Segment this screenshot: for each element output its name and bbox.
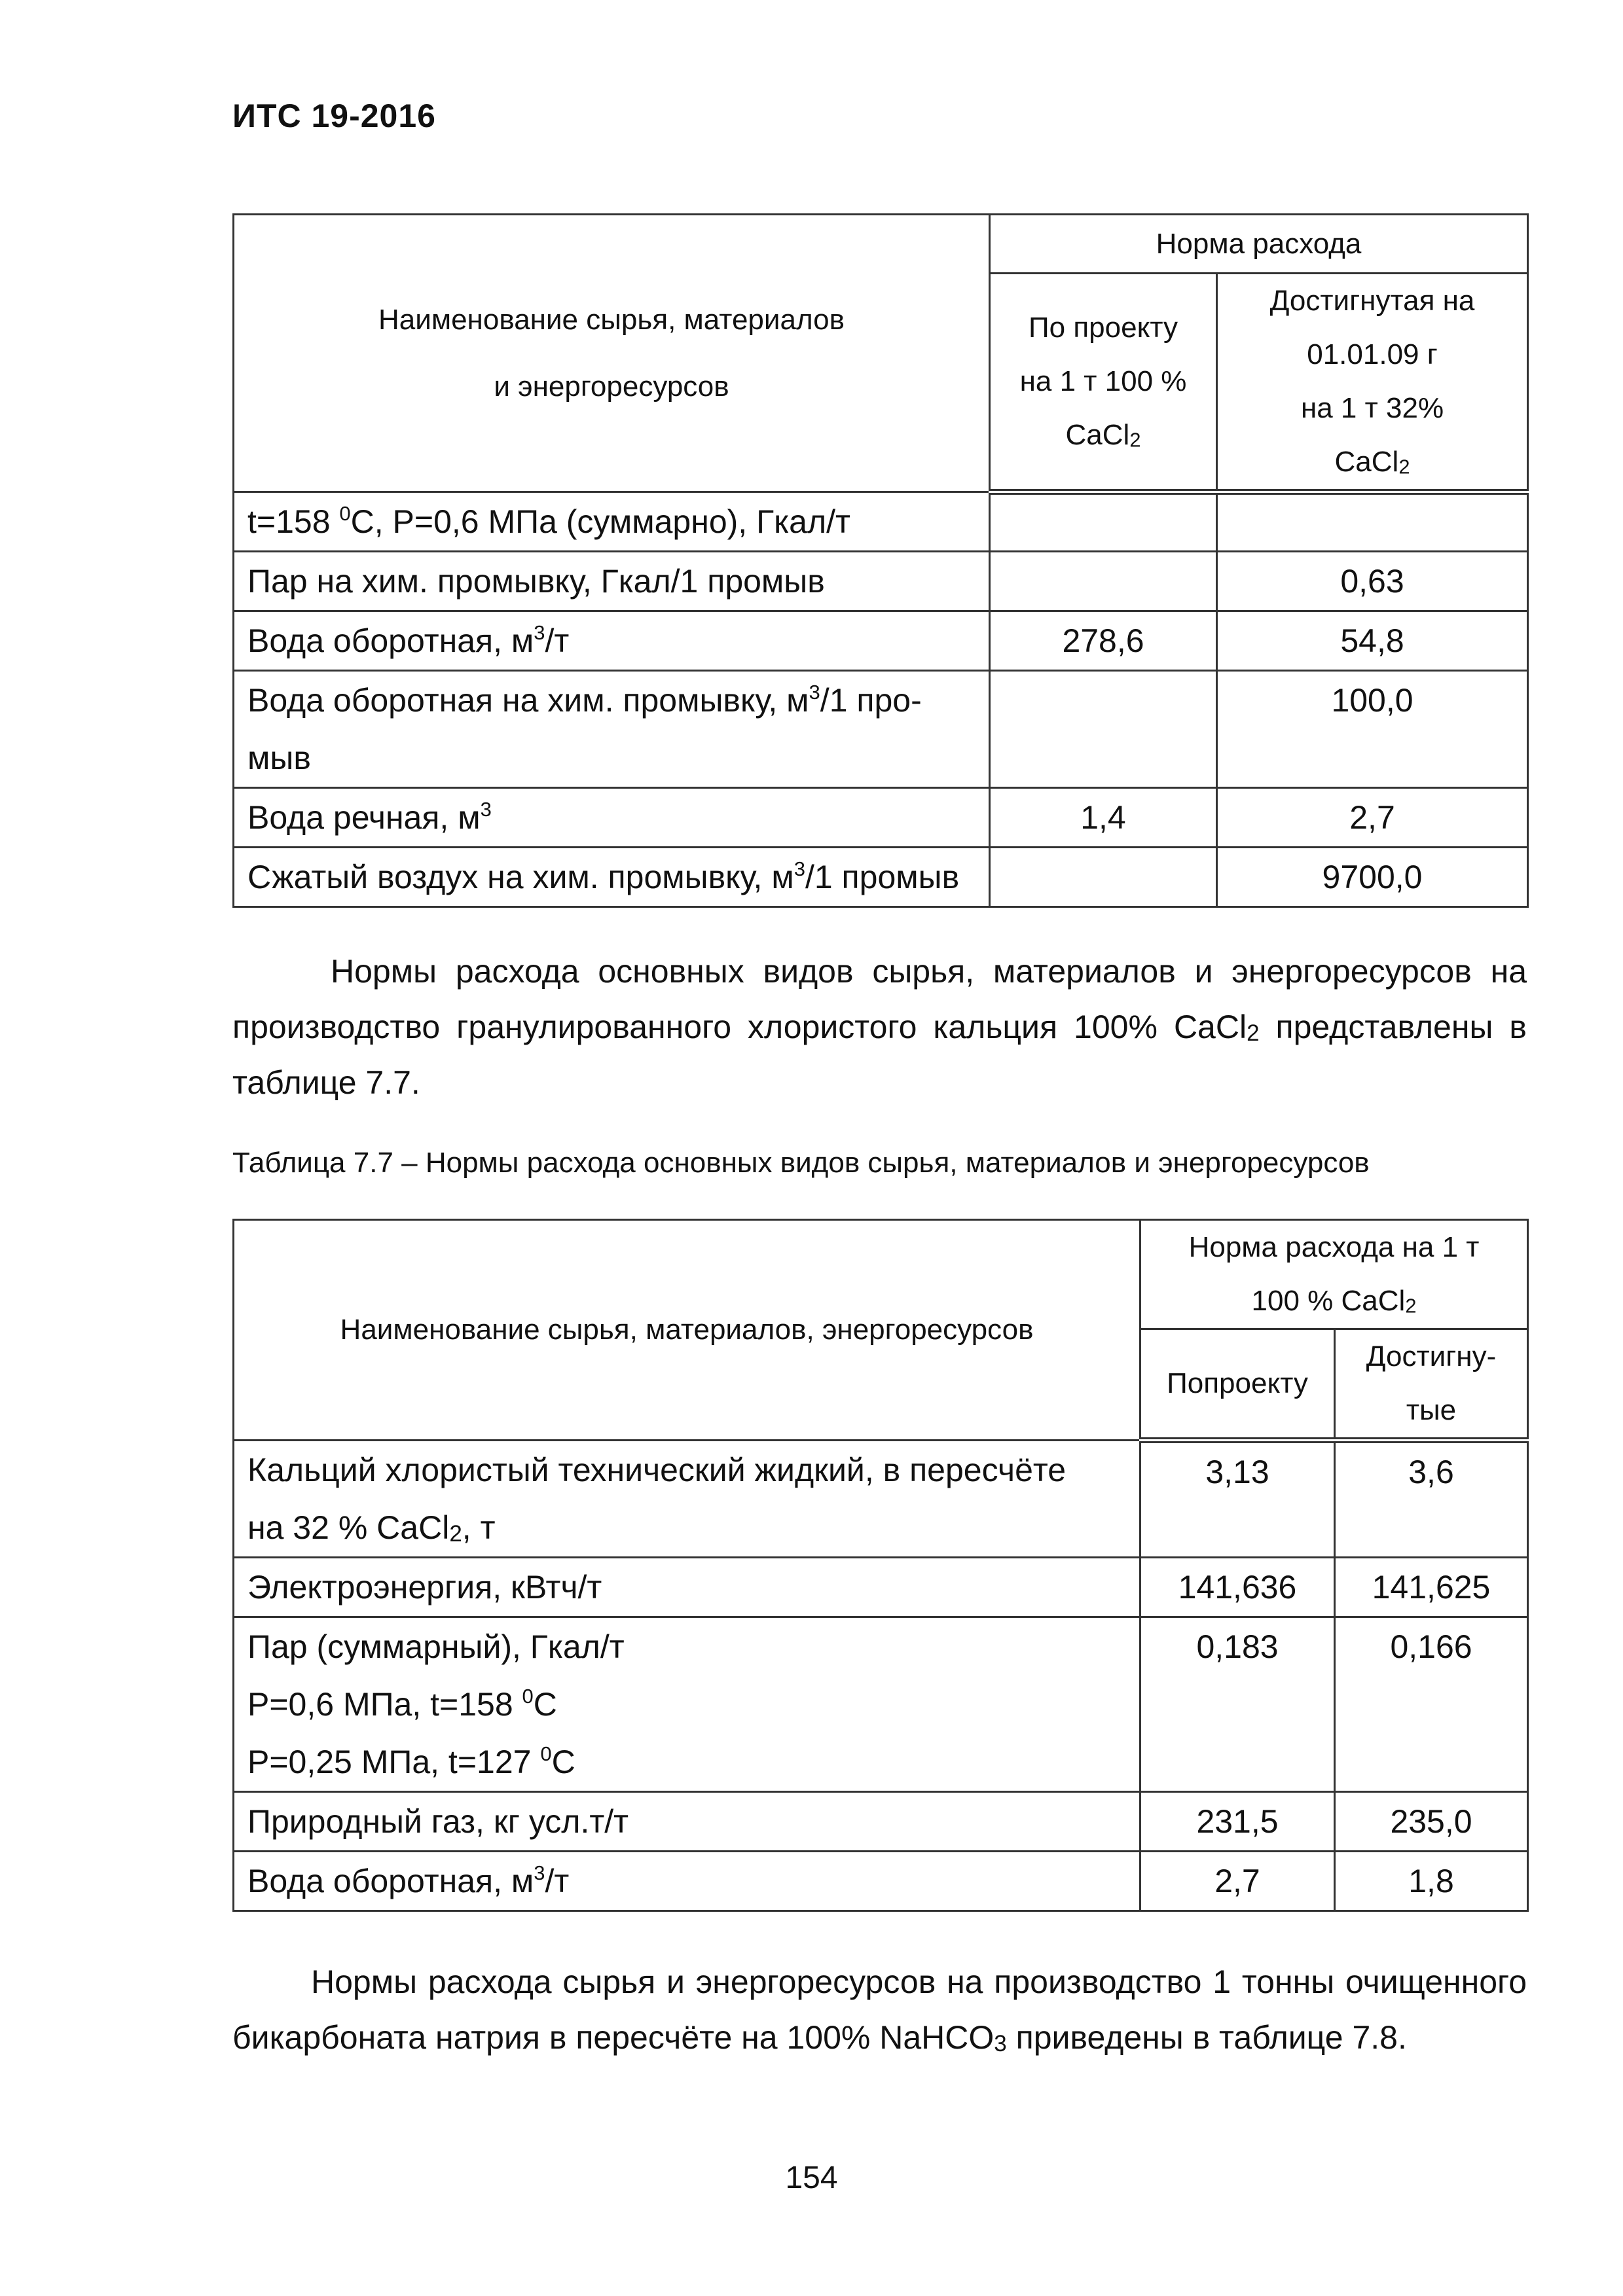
row-name: Пар (суммарный), Гкал/т Р=0,6 МПа, t=158 $^0$С Р=0,25 МПа, t=127 $^0$С [234, 1617, 1140, 1792]
header-achieved: Достигну- тые [1335, 1329, 1528, 1441]
row-achieved-value: 3,6 [1335, 1441, 1528, 1558]
table-row [234, 788, 1528, 848]
norms-table-continued [232, 213, 1529, 908]
row-project-value: 141,636 [1140, 1558, 1335, 1617]
paragraph-table-7-8-intro: Нормы расхода сырья и энергоресурсов на производство 1 тонны очищенного бикарбоната натрия в пересчёте на 100% NaHCO$_3$ приведены в таблице 7.8. [232, 1964, 1527, 2057]
row-name: t=158 $^0$С, Р=0,6 МПа (суммарно), Гкал/т [234, 492, 990, 552]
row-name: Сжатый воздух на хим. промывку, $м^3/1$ промыв [234, 848, 990, 907]
table-row [234, 611, 1528, 671]
table-caption: Таблица 7.7 – Нормы расхода основных видов сырья, материалов и энергоресурсов [232, 1147, 1370, 1179]
row-project-value: 2,7 [1140, 1852, 1335, 1911]
table-row [234, 492, 1528, 552]
header-consumption-norm: Норма расхода [990, 215, 1528, 274]
row-project-value: 0,183 [1140, 1617, 1335, 1792]
document-header: ИТС 19-2016 [232, 98, 436, 134]
row-project-value: 278,6 [990, 611, 1217, 671]
header-achieved: Достигнутая на 01.01.09 г на 1 т 32% CaCl$_2$ [1217, 274, 1528, 492]
row-name: Вода оборотная на хим. промывку, $м^3/1$ про- мыв [234, 671, 990, 788]
header-material-name: Наименование сырья, материалов, энергоресурсов [234, 1220, 1140, 1441]
table-row [234, 1441, 1528, 1558]
table-row [234, 552, 1528, 611]
row-project-value: 1,4 [990, 788, 1217, 848]
row-name: Вода оборотная, $м^3/т$ [234, 1852, 1140, 1911]
row-achieved-value: 54,8 [1217, 611, 1528, 671]
row-project-value [990, 671, 1217, 788]
row-name: Пар на хим. промывку, Гкал/1 промыв [234, 552, 990, 611]
row-achieved-value: 1,8 [1335, 1852, 1528, 1911]
header-consumption-norm: Норма расхода на 1 т 100 % CaCl$_2$ [1140, 1220, 1528, 1329]
header-by-project: По проекту на 1 т 100 % CaCl$_2$ [990, 274, 1217, 492]
header-by-project: Попроекту [1140, 1329, 1335, 1441]
table-row [234, 1792, 1528, 1852]
row-achieved-value: 0,166 [1335, 1617, 1528, 1792]
row-name: Природный газ, кг усл.т/т [234, 1792, 1140, 1852]
table-row [234, 848, 1528, 907]
row-project-value: 3,13 [1140, 1441, 1335, 1558]
row-project-value [990, 492, 1217, 552]
row-project-value [990, 848, 1217, 907]
table-row [234, 1852, 1528, 1911]
norms-table-7-7 [232, 1219, 1529, 1912]
row-achieved-value: 9700,0 [1217, 848, 1528, 907]
page-number: 154 [785, 2161, 838, 2195]
paragraph-table-7-7-intro: Нормы расхода основных видов сырья, материалов и энергоресурсов на производство гранулированного хлористого кальция 100% CaCl$_2$ представлены в таблице 7.7. [232, 953, 1527, 1101]
row-project-value [990, 552, 1217, 611]
table-row [234, 671, 1528, 788]
row-project-value: 231,5 [1140, 1792, 1335, 1852]
row-achieved-value: 100,0 [1217, 671, 1528, 788]
row-achieved-value: 141,625 [1335, 1558, 1528, 1617]
row-achieved-value [1217, 492, 1528, 552]
table-row [234, 1558, 1528, 1617]
row-achieved-value: 0,63 [1217, 552, 1528, 611]
row-name: Вода оборотная, $м^3/т$ [234, 611, 990, 671]
header-material-name: Наименование сырья, материалов и энергоресурсов [234, 215, 990, 492]
row-name: Кальций хлористый технический жидкий, в пересчёте на 32 % CaCl$_2$, т [234, 1441, 1140, 1558]
table-row [234, 1617, 1528, 1792]
row-achieved-value: 2,7 [1217, 788, 1528, 848]
row-name: Электроэнергия, кВтч/т [234, 1558, 1140, 1617]
row-achieved-value: 235,0 [1335, 1792, 1528, 1852]
row-name: Вода речная, $м^3$ [234, 788, 990, 848]
